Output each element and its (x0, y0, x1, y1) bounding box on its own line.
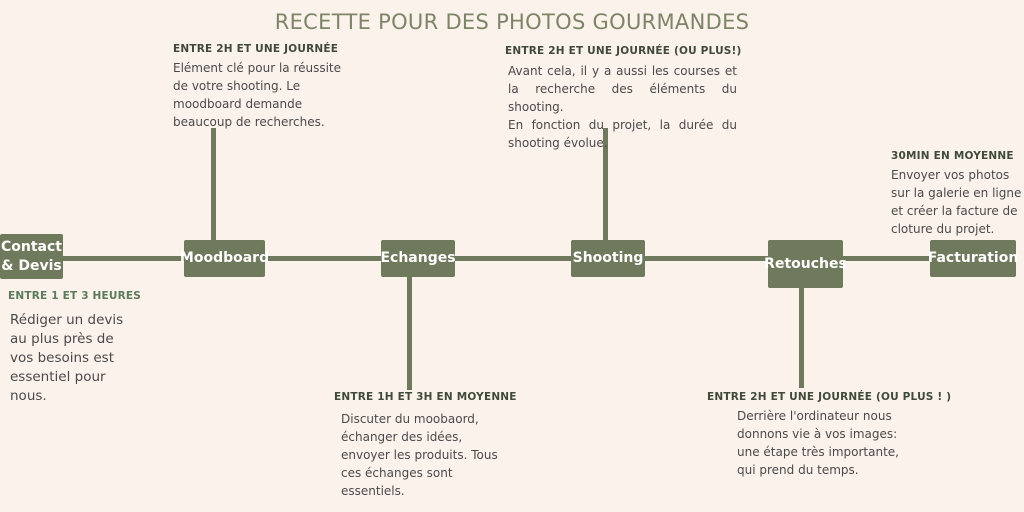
connector-moodboard (211, 128, 216, 243)
duration-retouches: ENTRE 2H ET UNE JOURNÉE (OU PLUS ! ) (707, 391, 952, 403)
step-node-retouches: Retouches (768, 240, 843, 288)
step-node-shooting: Shooting (571, 240, 645, 277)
step-node-moodboard: Moodboard (184, 240, 265, 277)
description-moodboard: Elément clé pour la réussite de votre shooting. Le moodboard demande beaucoup de recherches. (173, 61, 342, 129)
duration-contact: ENTRE 1 ET 3 HEURES (8, 290, 142, 302)
description-contact: Rédiger un devis au plus près de vos besoins est essentiel pour nous. (10, 312, 124, 404)
timeline-line (20, 256, 1010, 261)
step-node-contact: Contact & Devis (0, 234, 63, 279)
duration-shooting: ENTRE 2H ET UNE JOURNÉE (OU PLUS!) (505, 45, 742, 57)
connector-echanges (407, 275, 412, 390)
page-title: RECETTE POUR DES PHOTOS GOURMANDES (274, 10, 750, 34)
description-echanges: Discuter du moobaord, échanger des idées, envoyer les produits. Tous ces échanges sont essentiels. (341, 412, 498, 498)
connector-retouches (799, 285, 804, 388)
description-facturation: Envoyer vos photos sur la galerie en ligne et créer la facture de cloture du projet. (891, 168, 1022, 236)
step-node-facturation: Facturation (930, 240, 1016, 277)
description-retouches: Derrière l'ordinateur nous donnons vie à vos images: une étape très importante, qui prend du temps. (737, 409, 899, 477)
duration-facturation: 30MIN EN MOYENNE (891, 150, 1014, 162)
description-shooting: Avant cela, il y a aussi les courses et la recherche des éléments du shooting. En fonction du projet, la durée du shooting évolue. (508, 64, 737, 150)
duration-moodboard: ENTRE 2H ET UNE JOURNÉE (173, 43, 339, 55)
step-node-echanges: Echanges (381, 240, 455, 277)
duration-echanges: ENTRE 1H ET 3H EN MOYENNE (334, 391, 517, 403)
